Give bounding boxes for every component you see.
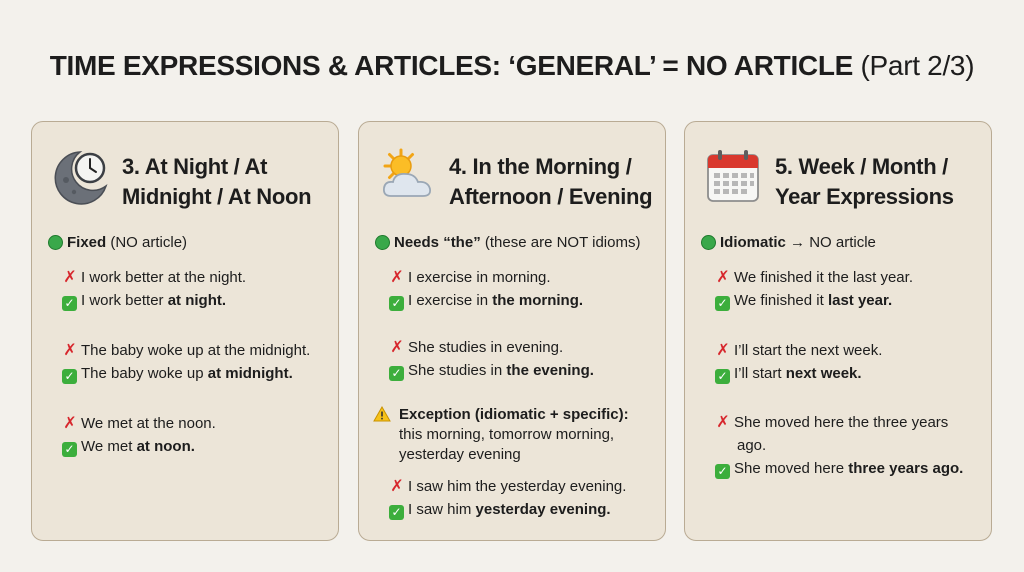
page-title: [0, 50, 1024, 82]
green-circle-icon: [375, 235, 390, 250]
rule-label: Idiomatic → NO article: [701, 234, 876, 251]
green-circle-icon: [701, 235, 716, 250]
check-icon: ✓: [62, 442, 77, 457]
rule-label: Fixed (NO article): [48, 234, 187, 251]
check-icon: ✓: [389, 366, 404, 381]
cross-icon: ✗: [716, 269, 730, 286]
cross-icon: ✗: [390, 339, 404, 356]
cross-icon: ✗: [63, 269, 77, 286]
sun-cloud-icon: [377, 146, 437, 206]
check-icon: ✓: [715, 369, 730, 384]
cross-icon: ✗: [390, 269, 404, 286]
check-icon: ✓: [715, 464, 730, 479]
card-at-night: [31, 121, 339, 541]
title-main: TIME EXPRESSIONS & ARTICLES: ‘GENERAL’ = NO ARTICLE: [49, 50, 854, 81]
example-pair: ✗ She moved here the three years ago. ✓ She moved here three years ago.: [715, 411, 963, 480]
example-pair: ✗ I saw him the yesterday evening. ✓ I saw him yesterday evening.: [389, 475, 626, 521]
title-part: (Part 2/3): [860, 50, 975, 81]
check-icon: ✓: [715, 296, 730, 311]
card-week-month-year: [684, 121, 992, 541]
example-pair: ✗ She studies in evening. ✓ She studies in the evening.: [389, 336, 594, 382]
example-pair: ✗ We met at the noon. ✓ We met at noon.: [62, 412, 216, 458]
card-heading: 4. In the Morning / Afternoon / Evening: [449, 154, 653, 209]
example-pair: ✗ I work better at the night. ✓ I work better at night.: [62, 266, 246, 312]
check-icon: ✓: [389, 296, 404, 311]
moon-clock-icon: [50, 146, 110, 206]
cross-icon: ✗: [63, 342, 77, 359]
card-in-the-morning: [358, 121, 666, 541]
calendar-icon: [703, 146, 763, 206]
green-circle-icon: [48, 235, 63, 250]
example-pair: ✗ We finished it the last year. ✓ We finished it last year.: [715, 266, 913, 312]
rule-label: Needs “the” (these are NOT idioms): [375, 234, 640, 251]
exception-note: Exception (idiomatic + specific): this morning, tomorrow morning, yesterday evening: [373, 405, 629, 465]
cross-icon: ✗: [716, 342, 730, 359]
example-pair: ✗ I exercise in morning. ✓ I exercise in the morning.: [389, 266, 583, 312]
check-icon: ✓: [389, 505, 404, 520]
example-pair: ✗ The baby woke up at the midnight. ✓ The baby woke up at midnight.: [62, 339, 310, 385]
cross-icon: ✗: [716, 414, 730, 431]
check-icon: ✓: [62, 296, 77, 311]
example-pair: ✗ I’ll start the next week. ✓ I’ll start next week.: [715, 339, 882, 385]
card-heading: 3. At Night / At Midnight / At Noon: [122, 154, 312, 209]
check-icon: ✓: [62, 369, 77, 384]
card-heading: 5. Week / Month / Year Expressions: [775, 154, 954, 209]
warning-icon: [373, 406, 391, 422]
cross-icon: ✗: [390, 478, 404, 495]
cross-icon: ✗: [63, 415, 77, 432]
